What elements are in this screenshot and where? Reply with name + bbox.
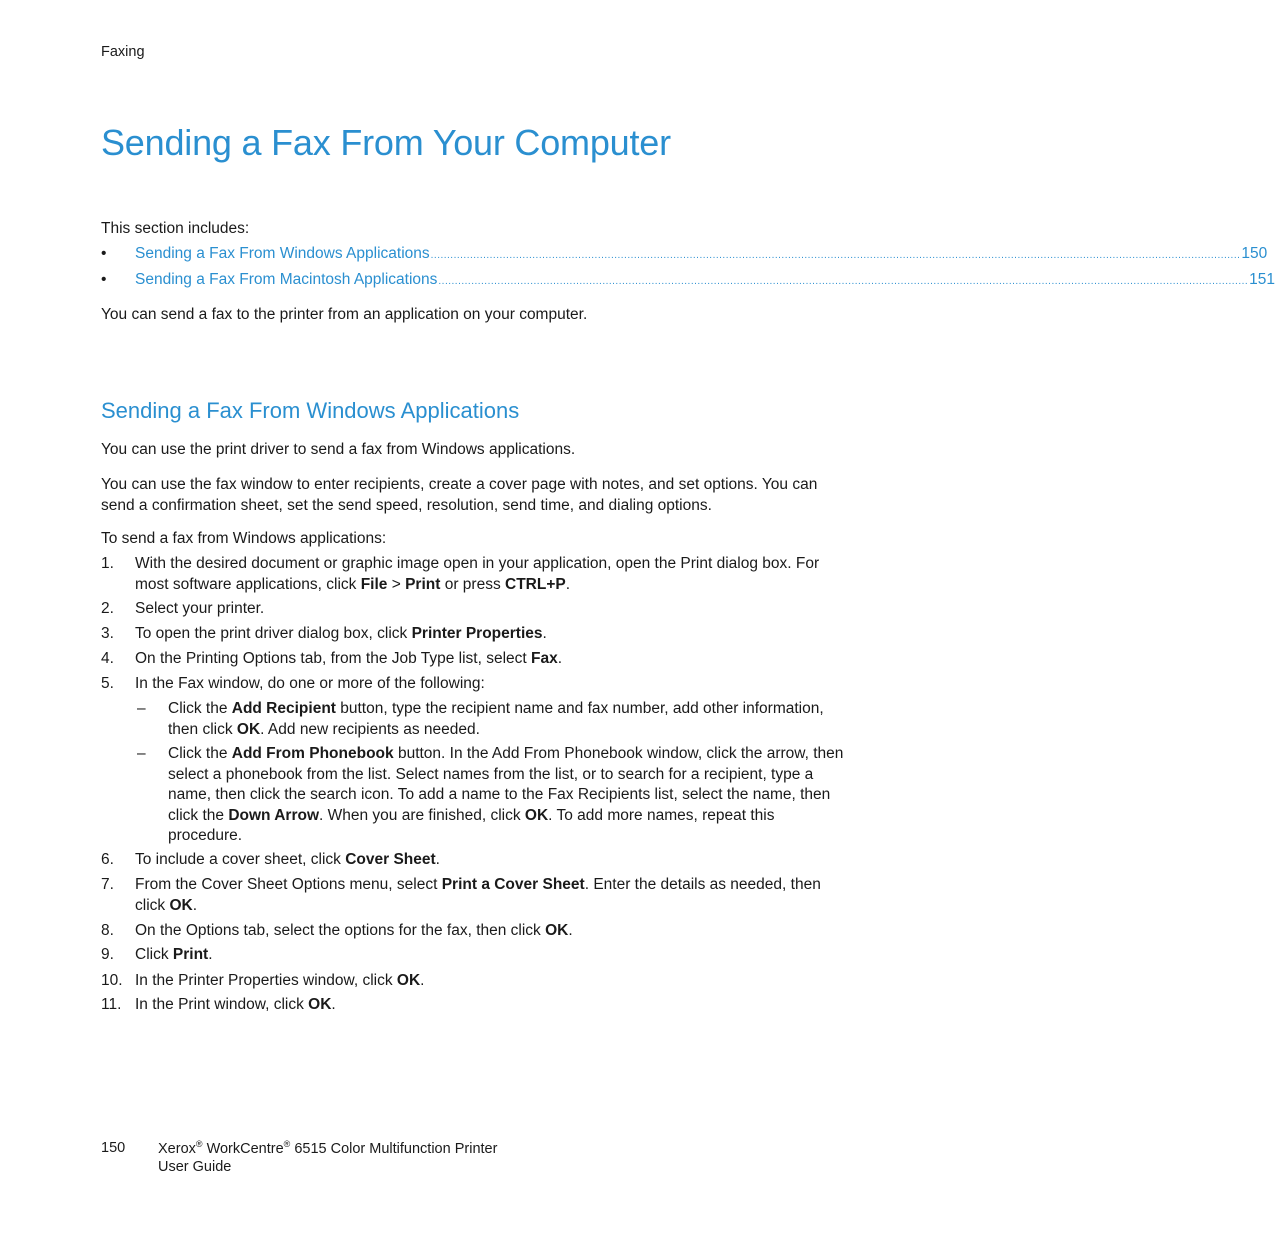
step-text [135,921,851,942]
product-description: 6515 Color Multifunction Printer [290,1141,498,1157]
step-text [135,995,851,1016]
ui-term: Add Recipient [231,700,336,717]
step-number: 5. [101,675,114,692]
paragraph-print-driver: You can use the print driver to send a fax from Windows applications. [101,441,576,458]
step-text [135,875,851,916]
step-number: 9. [101,946,114,963]
registered-mark: ® [283,1139,291,1150]
step-text [135,674,851,695]
step-number: 11. [101,996,122,1013]
step-number: 2. [101,600,114,617]
ui-term: Down Arrow [228,806,320,824]
text-run: . [565,575,571,593]
toc-entry-windows[interactable] [101,243,1268,265]
model-name: WorkCentre [206,1141,284,1157]
bullet: • [101,271,107,288]
toc-leader-dots: ....................................................................................................................................................................................................................................................... [438,276,1249,287]
text-run: With the desired document or graphic image open in your application, open the Print dialog box. For most software applications, click [135,555,820,593]
text-run: In the Printer Properties window, click [135,972,397,989]
text-run: or press [440,575,505,593]
text-run: . [557,650,563,667]
ui-term: Add From Phonebook [231,745,394,762]
text-run: . Enter the details as needed, then click [135,876,821,914]
step-number: 1. [101,555,114,572]
footer-guide-name: User Guide [158,1159,232,1175]
procedure-lead: To send a fax from Windows applications: [101,530,387,547]
ui-term: OK [169,896,193,914]
step-number: 8. [101,922,114,939]
ui-term: CTRL+P [505,575,566,593]
step-number: 10. [101,972,123,989]
text-run: Click the [168,745,232,762]
registered-mark: ® [195,1139,203,1150]
ui-term: OK [236,720,261,738]
text-run: . [192,896,198,914]
bullet: • [101,245,107,262]
text-run: In the Print window, click [135,996,309,1013]
brand-name: Xerox [158,1141,196,1157]
step-number: 6. [101,851,114,868]
running-header: Faxing [101,44,145,60]
text-run: To include a cover sheet, click [135,851,346,868]
toc-leader-dots: ....................................................................................................................................................................................................................................................... [430,250,1241,261]
step-text [135,554,851,595]
step-number: 3. [101,625,114,642]
ui-term: Printer Properties [411,625,543,642]
text-run: . [542,625,547,642]
footer-page-number: 150 [101,1140,126,1156]
substep-dash: – [137,700,146,717]
toc-link-macintosh[interactable]: Sending a Fax From Macintosh Applications [135,271,438,288]
text-run: On the Options tab, select the options for the fax, then click [135,922,546,939]
ui-term: File [360,575,388,593]
step-text [135,971,851,992]
ui-term: OK [308,996,332,1013]
ui-term: Print [172,946,209,963]
step-number: 4. [101,650,114,667]
text-run: In the Fax window, do one or more of the following: [135,675,485,692]
text-run: From the Cover Sheet Options menu, select [135,876,442,893]
text-run: . Add new recipients as needed. [260,720,480,738]
step-text [135,850,851,871]
toc-entry-macintosh[interactable] [101,269,1275,291]
text-run: Click [135,946,173,963]
step-text [135,624,851,645]
page-title: Sending a Fax From Your Computer [101,122,671,163]
toc-link-windows[interactable]: Sending a Fax From Windows Applications [135,245,430,262]
footer-product-line [158,1140,497,1158]
text-run: . To add more names, repeat this procedure. [168,806,775,844]
substep-text [168,699,851,740]
section-includes-label: This section includes: [101,220,250,237]
text-run: . [208,946,213,963]
ui-term: Print a Cover Sheet [441,876,585,893]
text-run: . [331,996,336,1013]
text-run: . [435,851,440,868]
text-run: . [568,922,573,939]
text-run: button. In the Add From Phonebook window, click the arrow, then select a phonebook from the list. Select names from the list, or to search for a recipient, type a name, then click the search icon. To add a name to the Fax Recipients list, select the name, then click the [168,745,844,824]
ui-term: Print [405,575,441,593]
text-run: . When you are finished, click [319,806,525,824]
toc-page-number[interactable]: 151 [1249,271,1275,288]
text-run: > [387,575,406,593]
text-run: . [420,972,425,989]
step-number: 7. [101,876,114,893]
paragraph-fax-window: You can use the fax window to enter recipients, create a cover page with notes, and set options. You can send a confirmation sheet, set the send speed, resolution, send time, and dialing options. [101,476,818,514]
section-heading-windows: Sending a Fax From Windows Applications [101,398,520,423]
text-run: To open the print driver dialog box, click [135,625,412,642]
text-run: Click the [168,700,232,717]
step-text [135,599,851,620]
footer-product [158,1140,497,1176]
text-run: Select your printer. [135,600,265,617]
text-run: button, type the recipient name and fax number, add other information, then click [168,700,824,738]
toc-page-number[interactable]: 150 [1241,245,1268,262]
ui-term: Fax [531,650,558,667]
substep-text [168,744,851,847]
intro-summary: You can send a fax to the printer from an application on your computer. [101,306,588,323]
ui-term: Cover Sheet [345,851,436,868]
substep-dash: – [137,745,146,762]
ui-term: OK [396,972,421,989]
text-run: On the Printing Options tab, from the Job Type list, select [135,650,532,667]
step-text [135,649,851,670]
ui-term: OK [524,806,549,824]
step-text [135,945,851,966]
ui-term: OK [545,922,569,939]
